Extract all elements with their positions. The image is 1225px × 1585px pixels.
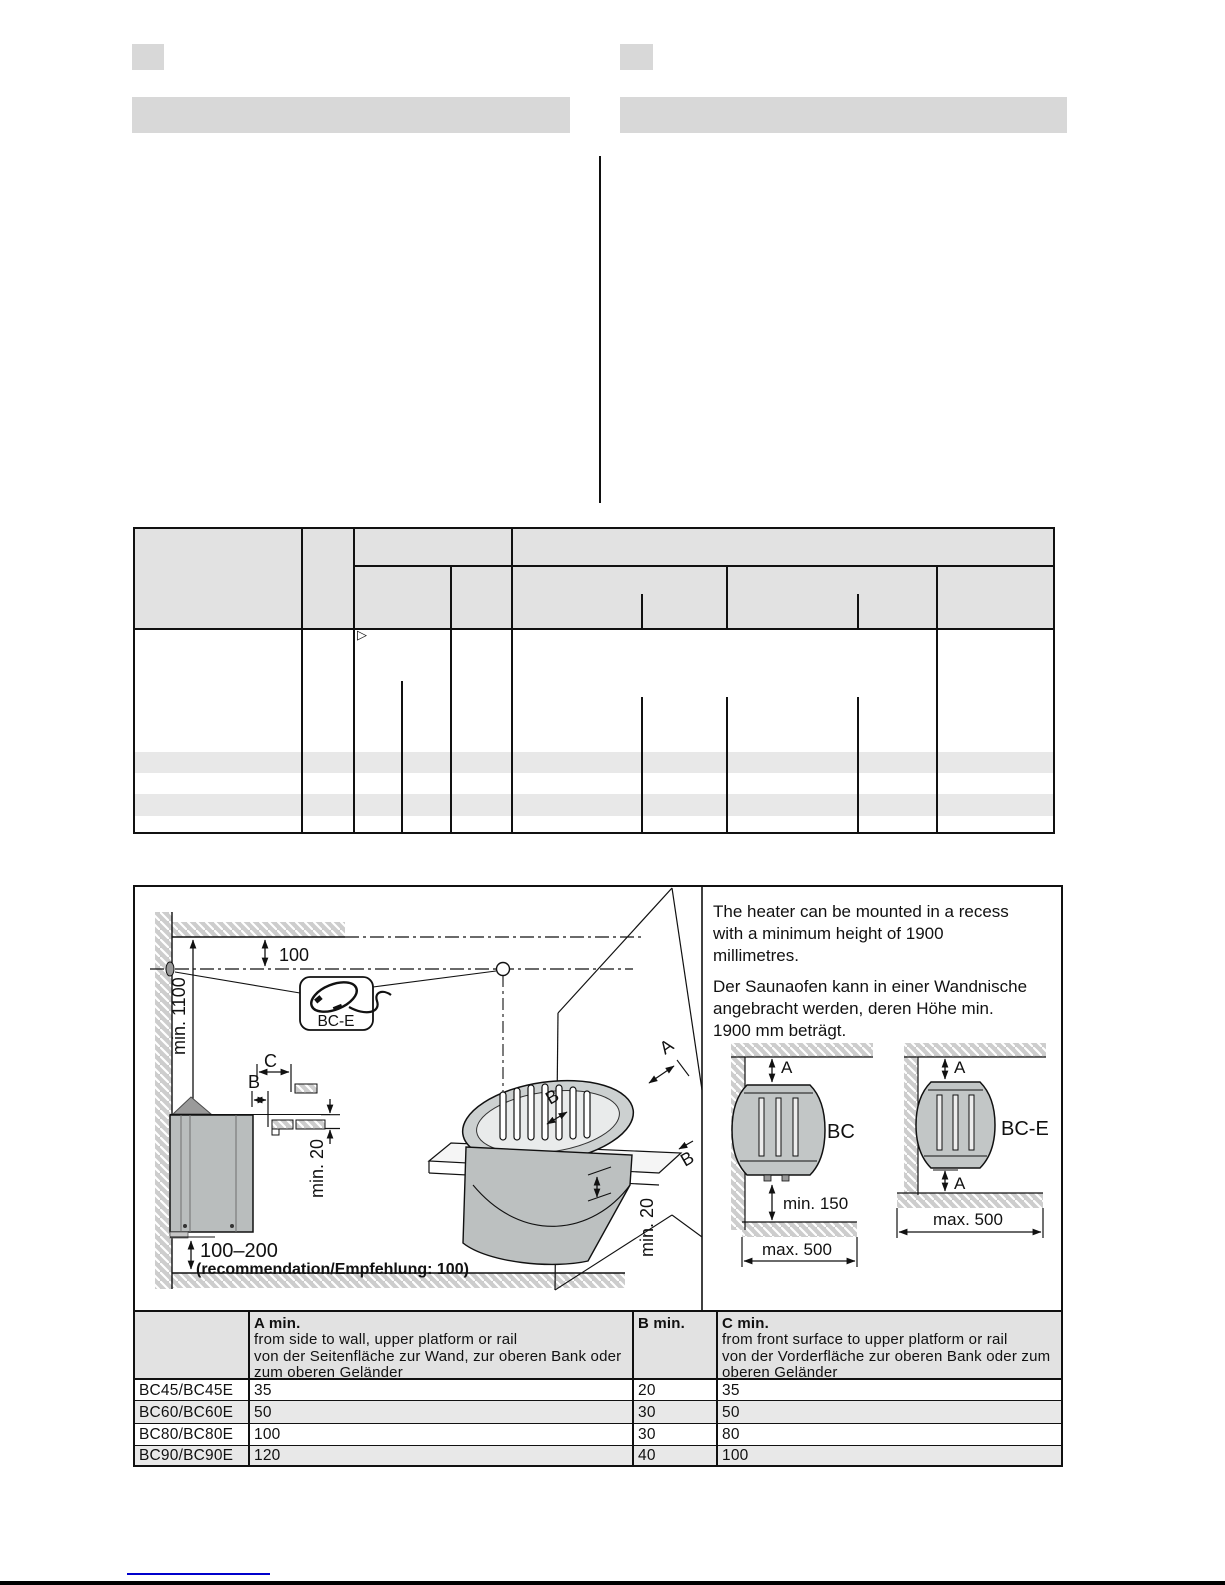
recess-text-de: Der Saunaofen kann in einer Wandnische <box>713 977 1028 996</box>
grid-line <box>248 1312 250 1465</box>
bc-dim-max500-label: max. 500 <box>762 1240 832 1259</box>
bce-dim-a-top-label: A <box>954 1058 966 1077</box>
spec-table-alt-row <box>135 794 1053 816</box>
distance-table-alt-row <box>135 1401 1061 1424</box>
grid-line <box>450 565 452 832</box>
grid-line <box>641 697 643 832</box>
grid-line <box>726 565 728 630</box>
section-title-bar-right <box>620 97 1067 133</box>
grid-line <box>401 681 403 832</box>
col-a-header: A min. from side to wall, upper platform or rail von der Seitenfläche zur Wand, zur oberen Bank oder zum oberen Geländer <box>254 1315 622 1382</box>
bce-label: BC-E <box>1001 1118 1049 1140</box>
list-bullet-glyph: ▷ <box>357 628 367 643</box>
svg-text:with a minimum height of 1900: with a minimum height of 1900 <box>713 924 944 943</box>
dim-min20-3d-label: min. 20 <box>637 1197 657 1257</box>
col-c-header: C min. from front surface to upper platform or rail von der Vorderfläche zur oberen Bank oder zum oberen Geländer <box>722 1315 1051 1382</box>
model-cell: BC80/BC80E <box>139 1426 234 1443</box>
bc-label: BC <box>827 1121 855 1143</box>
col-b-header: B min. <box>638 1315 686 1332</box>
grid-line <box>857 697 859 832</box>
grid-line <box>135 1400 1061 1401</box>
spec-table-header-bg <box>135 529 1053 628</box>
bce-dim-max500-label: max. 500 <box>933 1210 1003 1229</box>
model-cell: BC90/BC90E <box>139 1447 234 1464</box>
model-cell: BC60/BC60E <box>139 1404 234 1421</box>
bc-dim-a-label: A <box>781 1058 793 1077</box>
grid-line <box>641 594 643 630</box>
heater-side-view <box>170 1097 253 1238</box>
svg-text:angebracht werden, deren Höhe: angebracht werden, deren Höhe min. <box>713 999 994 1018</box>
grid-line <box>936 565 938 832</box>
dim-b-label: B <box>248 1072 261 1092</box>
dim-b-left-3d-label: B <box>542 1085 563 1109</box>
grid-line <box>301 529 303 832</box>
grid-line <box>716 1312 718 1465</box>
grid-line <box>353 565 1053 567</box>
dim-min1100-label: min. 1100 <box>169 977 189 1055</box>
section-title-bar-left <box>132 97 570 133</box>
bce-bubble-label: BC-E <box>317 1013 355 1030</box>
installation-figure <box>135 887 1061 1312</box>
dim-c-label: C <box>264 1051 277 1071</box>
bc-dim-min150-label: min. 150 <box>783 1194 849 1213</box>
section-number-box-right <box>620 44 653 70</box>
svg-text:millimetres.: millimetres. <box>713 946 799 965</box>
grid-line <box>135 1445 1061 1446</box>
grid-line <box>135 628 1053 630</box>
section-number-box-left <box>132 44 164 70</box>
page-bottom-edge <box>0 1581 1225 1585</box>
dim-b-right-3d-label: B <box>677 1147 698 1171</box>
grid-line <box>511 529 513 832</box>
column-divider-line <box>599 156 601 503</box>
spec-table <box>133 527 1055 834</box>
svg-text:1900 mm beträgt.: 1900 mm beträgt. <box>713 1021 847 1040</box>
installation-figure-block: 100 min. 1100 BC-E C B min. 20 100–200 (recommendation/Empfehlung: 100) A B B min. 20 The heater can be mounted in a recess with a minimum height of 1900 millimetres. Der Saunaofen kann in einer Wandnische angebracht werden, deren Höhe min. 1900 mm beträgt. A BC min. 150 max. 500 A BC-E A max. 500 A min. from side to wall, upper platform or rail von der Seitenfläche zur Wand, zur oberen Bank oder zum oberen Geländer B min. C min. from front surface to upper platform or rail von der Vorderfläche zur oberen Bank oder zum oberen Geländer BC45/BC45E 35 20 35 BC60/BC60E 50 30 50 BC80/BC80E 100 30 80 BC90/BC90E 120 40 100 <box>133 885 1063 1467</box>
footer-link-underline[interactable] <box>127 1573 270 1575</box>
bc-recess-diagram <box>731 1043 873 1267</box>
grid-line <box>857 594 859 630</box>
dim-min20-label: min. 20 <box>307 1138 327 1198</box>
dim-a-3d-label: A <box>655 1035 678 1059</box>
grid-line <box>632 1312 634 1465</box>
bce-recess-diagram <box>897 1043 1049 1238</box>
dim-recommendation-label: (recommendation/Empfehlung: 100) <box>196 1261 469 1278</box>
grid-line <box>353 529 355 832</box>
corner-3d-diagram <box>429 888 702 1290</box>
grid-line <box>726 697 728 832</box>
recess-panel <box>712 902 1049 1267</box>
bce-control-bubble <box>300 976 391 1030</box>
dim-100-label: 100 <box>279 945 310 965</box>
bce-dim-a-bottom-label: A <box>954 1174 966 1193</box>
recess-text-en: The heater can be mounted in a recess <box>713 902 1009 921</box>
grid-line <box>135 1423 1061 1424</box>
model-cell: BC45/BC45E <box>139 1382 234 1399</box>
dim-100-200-label: 100–200 <box>200 1240 278 1262</box>
spec-table-alt-row <box>135 752 1053 773</box>
